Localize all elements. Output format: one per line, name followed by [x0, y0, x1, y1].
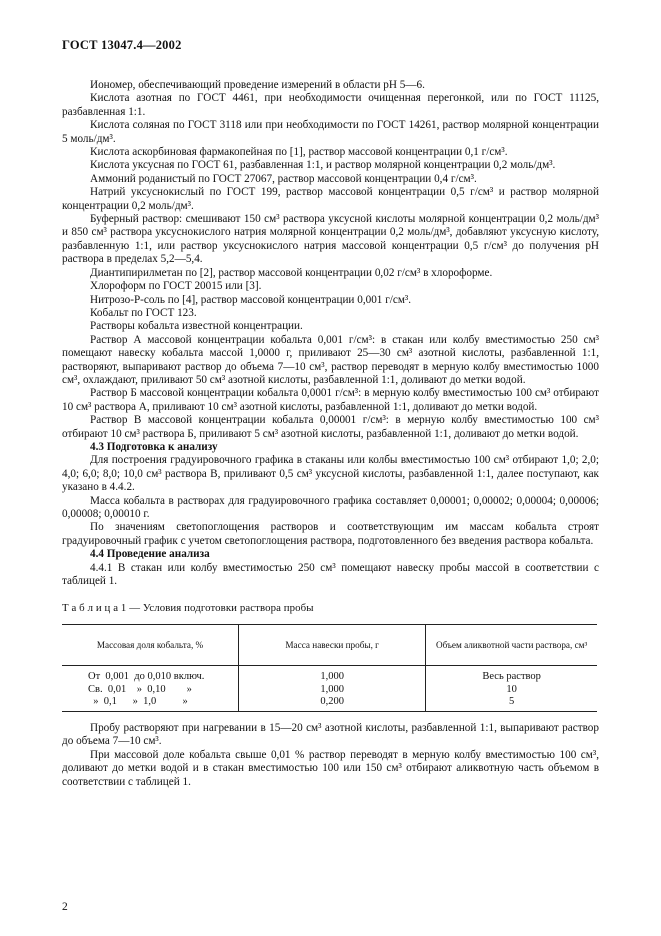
paragraph: Буферный раствор: смешивают 150 см³ раствора уксусной кислоты молярной концентрации 0,2 моль/дм³ и 850 см³ раствора уксуснокислого натрия молярной концентрации 0,2 моль/дм³, добавляют уксусную кислоту, разбавленную 1:1, или раствор уксуснокислого натрия массовой концентрации 0,5 г/см³ до получения pH раствора в пределах 5,2—5,4. [62, 213, 599, 266]
document-header: ГОСТ 13047.4—2002 [62, 38, 182, 52]
table-row [62, 666, 597, 684]
table-row [62, 696, 597, 712]
paragraph: Натрий уксуснокислый по ГОСТ 199, раствор массовой концентрации 0,5 г/см³ и раствор молярной концентрации 0,2 моль/дм³. [62, 186, 599, 212]
table-header-cell: Объем аликвотной части раствора, см³ [426, 625, 597, 666]
paragraph: Хлороформ по ГОСТ 20015 или [3]. [90, 280, 262, 293]
paragraph: Раствор А массовой концентрации кобальта 0,001 г/см³: в стакан или колбу вместимостью 250 см³ помещают навеску кобальта массой 1,0000 г, приливают 25—30 см³ азотной кислоты, разбавленной 1:1, растворяют, выпаривают раствор до объема 7—10 см³, раствор переводят в мерную колбу вместимостью 1000 см³, охлаждают, приливают 50 см³ азотной кислоты, разбавленной 1:1, доливают до метки водой. [62, 333, 599, 386]
paragraph: Масса кобальта в растворах для градуировочного графика составляет 0,00001; 0,00002; 0,00004; 0,00006; 0,00008; 0,00010 г. [62, 494, 599, 520]
table-cell: Св. 0,01 » 0,10 » [62, 684, 239, 696]
table-cell: 10 [426, 684, 597, 696]
paragraph: Кислота соляная по ГОСТ 3118 или при необходимости по ГОСТ 14261, раствор молярной концентрации 5 моль/дм³. [62, 119, 599, 145]
paragraph: Аммоний роданистый по ГОСТ 27067, раствор массовой концентрации 0,4 г/см³. [90, 172, 477, 185]
section-heading: 4.4 Проведение анализа [90, 548, 210, 561]
section-heading: 4.3 Подготовка к анализу [90, 440, 218, 453]
paragraph: Пробу растворяют при нагревании в 15—20 см³ азотной кислоты, разбавленной 1:1, выпаривают раствор до объема 7—10 см³. [62, 722, 599, 748]
paragraph: Кобальт по ГОСТ 123. [90, 306, 197, 319]
table-caption: Т а б л и ц а 1 — Условия подготовки раствора пробы [62, 602, 314, 615]
table-row [62, 684, 597, 696]
paragraph: По значениям светопоглощения растворов и соответствующим им массам кобальта строят градуировочный график с учетом светопоглощения раствора, подготовленного без введения раствора кобальта. [62, 521, 599, 547]
table-header-cell: Масса навески пробы, г [239, 625, 426, 666]
table-cell: 0,200 [239, 696, 426, 712]
page-number: 2 [62, 901, 68, 913]
paragraph: Диантипирилметан по [2], раствор массовой концентрации 0,02 г/см³ в хлороформе. [90, 266, 493, 279]
paragraph: Раствор Б массовой концентрации кобальта 0,0001 г/см³: в мерную колбу вместимостью 100 см³ отбирают 10 см³ раствора А, приливают 10 см³ азотной кислоты, разбавленной 1:1, доливают до метки водой. [62, 387, 599, 413]
paragraph: При массовой доле кобальта свыше 0,01 % раствор переводят в мерную колбу вместимостью 100 см³, доливают до метки водой и в стакан вместимостью 100 или 150 см³ отбирают аликвотную часть объемом в соответствии с таблицей 1. [62, 748, 599, 788]
body-text-after-table [62, 722, 599, 789]
paragraph: Иономер, обеспечивающий проведение измерений в области pH 5—6. [90, 79, 425, 91]
table-cell: 5 [426, 696, 597, 712]
paragraph: Растворы кобальта известной концентрации. [90, 320, 303, 333]
cobalt-table [62, 624, 597, 712]
paragraph: Нитрозо-Р-соль по [4], раствор массовой концентрации 0,001 г/см³. [90, 293, 412, 306]
paragraph: Кислота азотная по ГОСТ 4461, при необходимости очищенная перегонкой, или по ГОСТ 11125, разбавленная 1:1. [62, 92, 599, 118]
paragraph: Кислота уксусная по ГОСТ 61, разбавленная 1:1, и раствор молярной концентрации 0,2 моль/дм³. [90, 159, 556, 172]
table-cell: От 0,001 до 0,010 включ. [62, 666, 239, 684]
table-cell: » 0,1 » 1,0 » [62, 696, 239, 712]
paragraph: Для построения градуировочного графика в стаканы или колбы вместимостью 100 см³ отбирают 1,0; 2,0; 4,0; 6,0; 8,0; 10,0 см³ раствора В, приливают 0,5 см³ уксусной кислоты, разбавленной 1:1, далее поступают, как указано в 4.4.2. [62, 454, 599, 494]
paragraph: 4.4.1 В стакан или колбу вместимостью 250 см³ помещают навеску пробы массой в соответствии с таблицей 1. [62, 561, 599, 588]
document-page [62, 38, 599, 789]
table-cell: Весь раствор [426, 666, 597, 684]
paragraph: Раствор В массовой концентрации кобальта 0,00001 г/см³: в мерную колбу вместимостью 100 см³ отбирают 10 см³ раствора Б, приливают 5 см³ азотной кислоты, разбавленной 1:1, доливают до метки водой. [62, 414, 599, 440]
body-text [62, 79, 599, 588]
table-cell: 1,000 [239, 684, 426, 696]
table-cell: 1,000 [239, 666, 426, 684]
table-header-cell: Массовая доля кобальта, % [62, 625, 239, 666]
paragraph: Кислота аскорбиновая фармакопейная по [1], раствор массовой концентрации 0,1 г/см³. [90, 146, 508, 159]
